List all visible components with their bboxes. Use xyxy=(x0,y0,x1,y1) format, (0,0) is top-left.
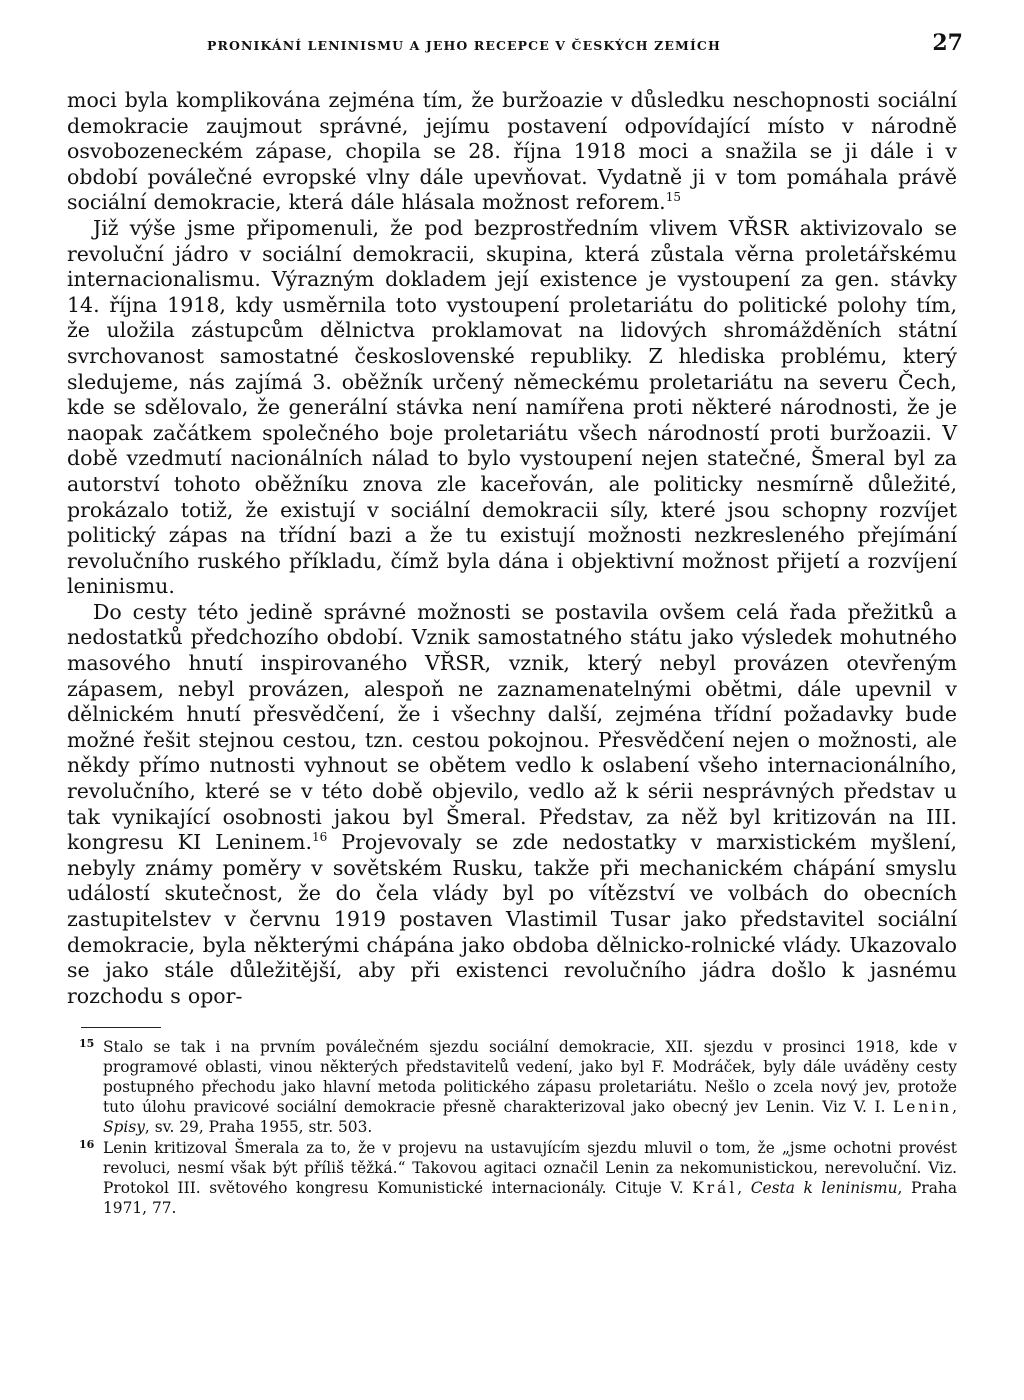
paragraph-1 xyxy=(67,88,957,216)
footnote-15-end: , sv. 29, Praha 1955, str. 503. xyxy=(144,1117,373,1136)
footnote-15-title: Spisy xyxy=(103,1117,145,1136)
footnotes xyxy=(67,1038,957,1218)
footnote-divider xyxy=(81,1027,161,1028)
footnote-number: 15 xyxy=(79,1037,95,1051)
running-head: PRONIKÁNÍ LENINISMU A JEHO RECEPCE V ČESKÝCH ZEMÍCH xyxy=(207,38,721,53)
paragraph-3-text-b: Projevovaly se zde nedostatky v marxistickém myšlení, nebyly známy poměry v sovětském Rusku, takže při mechanickém chápání smyslu událostí skutečnost, že do čela vlády byl po vítězství ve volbách do obecních zastupitelstev v červnu 1919 postaven Vlastimil Tusar jako představitel sociální demokracie, byla některými chápána jako obdoba dělnicko-rolnické vlády. Ukazovalo se jako stále důležitější, aby při existenci revolučního jádra došlo k jasnému rozchodu s opor- xyxy=(67,830,957,1008)
footnote-15-text: Stalo se tak i na prvním poválečném sjezdu sociální demokracie, XII. sjezdu v prosinci 1918, kde v programové oblasti, vinou některých představitelů vedení, jako byl F. Modráček, byly dále uváděny cesty postupného přechodu jako hlavní metoda politického zápasu proletariátu. Nešlo o zcela nový jev, protože tuto úlohu pravicové sociální demokracie přesně charakterizoval jako obecný jev Lenin. Viz V. I. xyxy=(103,1038,957,1116)
paragraph-3-text-a: Do cesty této jedině správné možnosti se postavila ovšem celá řada přežitků a nedostatků předchozího období. Vznik samostatného státu jako výsledek mohutného masového hnutí inspirovaného VŘSR, vznik, který nebyl provázen otevřeným zápasem, nebyl provázen, alespoň ne zaznamenatelnými obětmi, dále upevnil v dělnickém hnutí přesvědčení, že i všechny další, zejména třídní požadavky bude možné řešit stejnou cestou, tzn. cestou pokojnou. Přesvědčení nejen o možnosti, ale někdy přímo nutnosti vyhnout se obětem vedlo k oslabení všeho internacionálního, revolučního, které se v této době objevilo, vedlo až k sérii nesprávných představ u tak vynikající osobnosti jakou byl Šmeral. Představ, za něž byl kritizován na III. kongresu KI Leninem. xyxy=(67,599,957,855)
paragraph-3 xyxy=(67,600,957,1010)
footnote-15-author: Lenin xyxy=(893,1097,953,1116)
footnote-number: 16 xyxy=(79,1138,95,1152)
footnote-16-end: , Praha 1971, 77. xyxy=(103,1178,957,1217)
footnote-ref-16[interactable]: 16 xyxy=(312,830,328,845)
footnote-16-title: Cesta k leninismu xyxy=(750,1178,898,1197)
page-number: 27 xyxy=(932,30,963,56)
paragraph-1-text: moci byla komplikována zejména tím, že buržoazie v důsledku neschopnosti sociální demokracie zaujmout správné, jejímu postavení odpovídající místo v národně osvobozeneckém zápase, chopila se 28. října 1918 moci a snažila se ji dále i v období poválečné evropské vlny dále upevňovat. Vydatně ji v tom pomáhala právě sociální demokracie, která dále hlásala možnost reforem. xyxy=(67,88,957,215)
footnote-16-sep: , xyxy=(737,1178,751,1197)
document-page xyxy=(67,30,963,1221)
page-header xyxy=(67,30,963,70)
paragraph-2: Již výše jsme připomenuli, že pod bezprostředním vlivem VŘSR aktivizovalo se revoluční jádro v sociální demokracii, skupina, která zůstala věrna proletářskému internacionalismu. Výrazným dokladem její existence je vystoupení za gen. stávky 14. října 1918, kdy usměrnila toto vystoupení proletariátu do politické polohy tím, že uložila zástupcům dělnictva proklamovat na lidových shromážděních státní svrchovanost samostatné československé republiky. Z hlediska problému, který sledujeme, nás zajímá 3. oběžník určený německému proletariátu na severu Čech, kde se sdělovalo, že generální stávka není namířena proti některé národnosti, že je naopak začátkem společného boje proletariátu všech národností proti buržoazii. V době vzedmutí nacionálních nálad to bylo vystoupení nejen statečné, Šmeral byl za autorství tohoto oběžníku znova zle kaceřován, ale politicky nesmírně důležité, prokázalo totiž, že existují v sociální demokracii síly, které jsou schopny rozvíjet politický zápas na třídní bazi a že tu existují možnosti nezkresleného přejímání revolučního ruského příkladu, čímž byla dána i objektivní možnost přijetí a rozvíjení leninismu. xyxy=(67,215,957,599)
body-text xyxy=(67,88,957,1009)
footnote-16-text: Lenin kritizoval Šmerala za to, že v projevu na ustavujícím sjezdu mluvil o tom, že „jsme ochotni provést revoluci, nesmí však být příliš těžká.“ Takovou agitaci označil Lenin za nekomunistickou, nerevoluční. Viz. Protokol III. světového kongresu Komunistické internacionály. Cituje V. xyxy=(103,1139,957,1197)
footnote-15 xyxy=(67,1038,957,1137)
footnote-16 xyxy=(67,1139,957,1218)
footnote-ref-15[interactable]: 15 xyxy=(665,190,681,205)
footnote-15-sep: , xyxy=(952,1097,957,1116)
footnote-16-author: Král xyxy=(692,1178,738,1197)
